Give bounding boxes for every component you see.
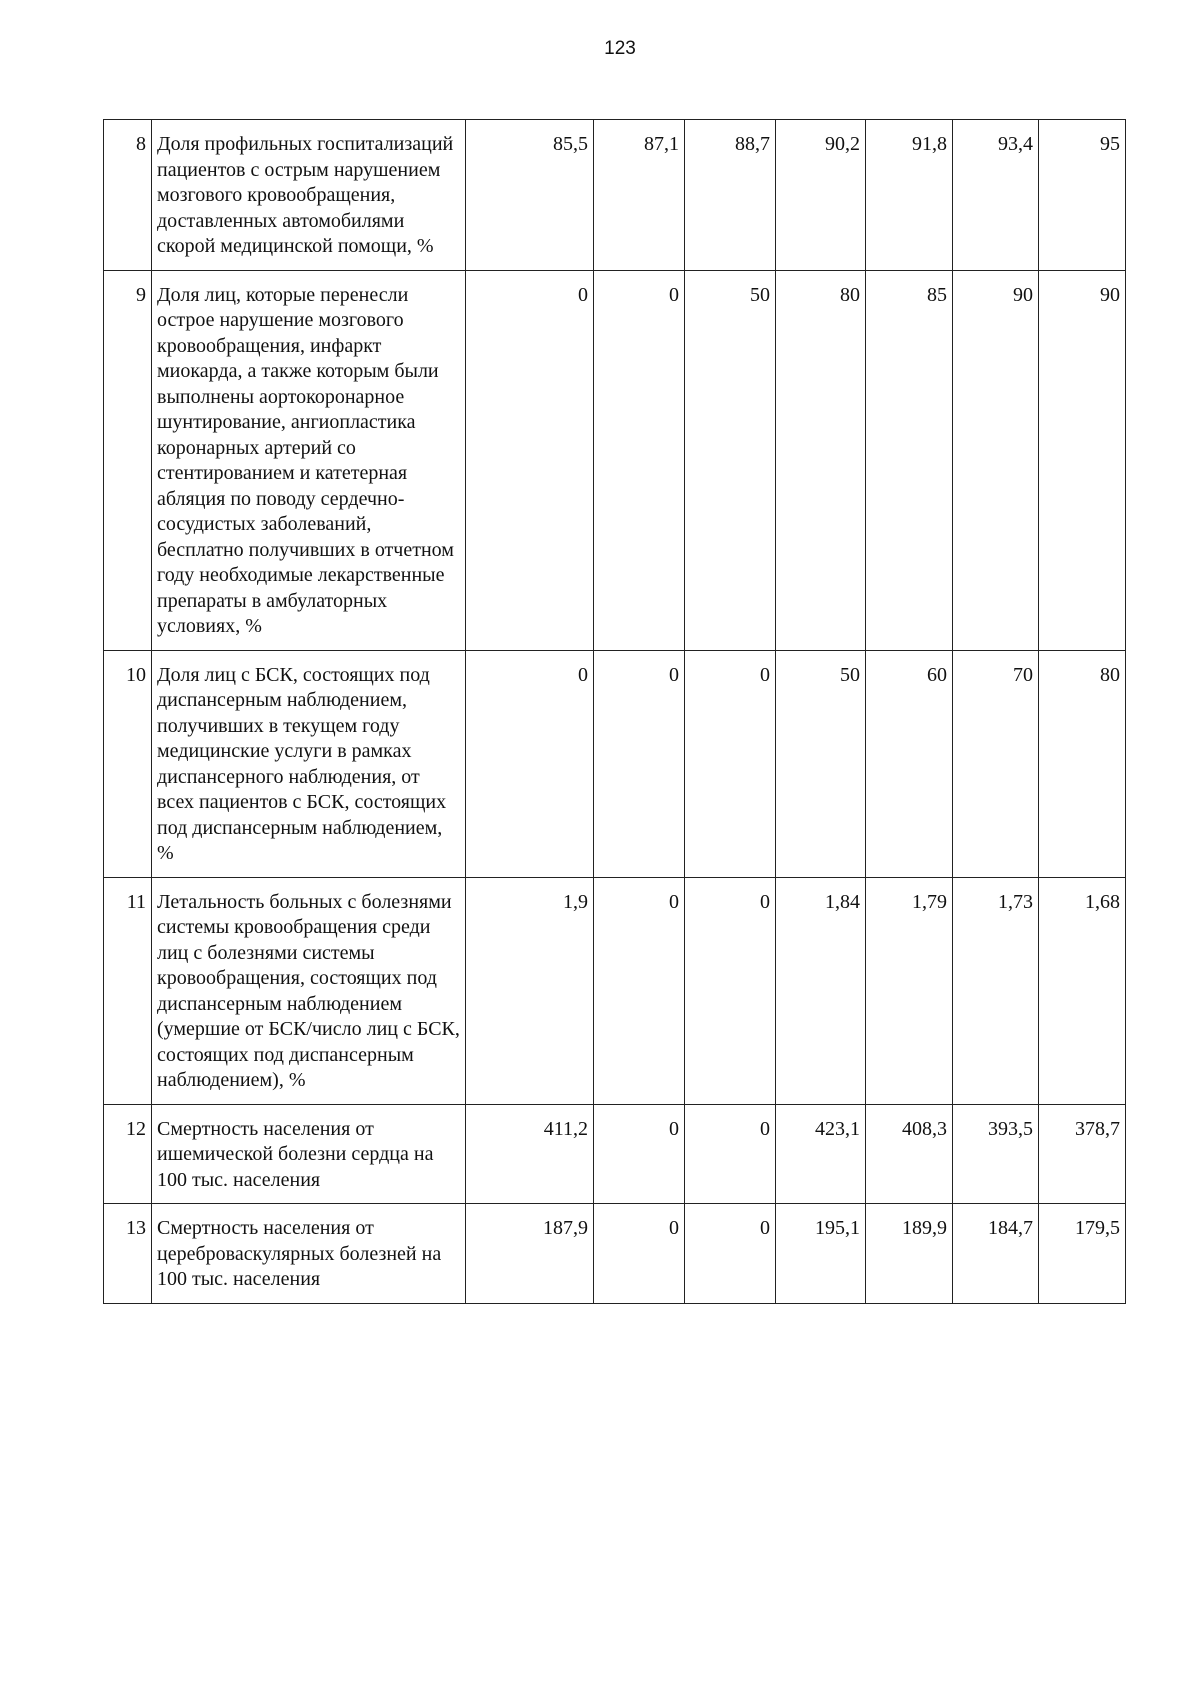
indicator-name: Доля лиц с БСК, состоящих под диспансерным наблюдением, получивших в текущем году медицинские услуги в рамках диспансерного наблюдения, от всех пациентов с БСК, состоящих под диспансерным наблюдением, % — [152, 650, 466, 877]
table-row — [104, 120, 1126, 271]
row-number: 11 — [104, 877, 152, 1104]
indicator-name: Доля профильных госпитализаций пациентов с острым нарушением мозгового кровообращения, доставленных автомобилями скорой медицинской помощи, % — [152, 120, 466, 271]
value-cell: 95 — [1039, 120, 1126, 271]
table-row — [104, 650, 1126, 877]
value-cell: 1,79 — [866, 877, 953, 1104]
value-cell: 1,84 — [776, 877, 866, 1104]
value-cell: 0 — [685, 650, 776, 877]
table-row — [104, 1204, 1126, 1304]
value-cell: 91,8 — [866, 120, 953, 271]
value-cell: 1,9 — [466, 877, 594, 1104]
value-cell: 60 — [866, 650, 953, 877]
row-number: 9 — [104, 270, 152, 650]
value-cell: 189,9 — [866, 1204, 953, 1304]
value-cell: 179,5 — [1039, 1204, 1126, 1304]
indicator-name: Доля лиц, которые перенесли острое нарушение мозгового кровообращения, инфаркт миокарда, а также которым были выполнены аортокоронарное шунтирование, ангиопластика коронарных артерий со стентированием и катетерная абляция по поводу сердечно-сосудистых заболеваний, бесплатно получивших в отчетном году необходимые лекарственные препараты в амбулаторных условиях, % — [152, 270, 466, 650]
value-cell: 85,5 — [466, 120, 594, 271]
value-cell: 411,2 — [466, 1104, 594, 1204]
indicator-name: Смертность населения от цереброваскулярных болезней на 100 тыс. населения — [152, 1204, 466, 1304]
value-cell: 0 — [594, 1104, 685, 1204]
value-cell: 80 — [776, 270, 866, 650]
value-cell: 93,4 — [953, 120, 1039, 271]
table-body — [104, 120, 1126, 1304]
value-cell: 50 — [685, 270, 776, 650]
value-cell: 90,2 — [776, 120, 866, 271]
value-cell: 0 — [685, 877, 776, 1104]
value-cell: 187,9 — [466, 1204, 594, 1304]
value-cell: 195,1 — [776, 1204, 866, 1304]
value-cell: 0 — [466, 650, 594, 877]
value-cell: 0 — [685, 1104, 776, 1204]
value-cell: 50 — [776, 650, 866, 877]
indicator-name: Летальность больных с болезнями системы кровообращения среди лиц с болезнями системы кровообращения, состоящих под диспансерным наблюдением (умершие от БСК/число лиц с БСК, состоящих под диспансерным наблюдением), % — [152, 877, 466, 1104]
page-number: 123 — [604, 38, 636, 59]
row-number: 13 — [104, 1204, 152, 1304]
indicator-name: Смертность населения от ишемической болезни сердца на 100 тыс. населения — [152, 1104, 466, 1204]
value-cell: 90 — [953, 270, 1039, 650]
table-row — [104, 1104, 1126, 1204]
value-cell: 1,73 — [953, 877, 1039, 1104]
value-cell: 378,7 — [1039, 1104, 1126, 1204]
table-row — [104, 270, 1126, 650]
value-cell: 423,1 — [776, 1104, 866, 1204]
row-number: 8 — [104, 120, 152, 271]
value-cell: 90 — [1039, 270, 1126, 650]
value-cell: 393,5 — [953, 1104, 1039, 1204]
value-cell: 0 — [594, 270, 685, 650]
row-number: 10 — [104, 650, 152, 877]
row-number: 12 — [104, 1104, 152, 1204]
value-cell: 0 — [466, 270, 594, 650]
indicators-table — [103, 119, 1126, 1304]
value-cell: 0 — [594, 1204, 685, 1304]
value-cell: 70 — [953, 650, 1039, 877]
value-cell: 0 — [594, 650, 685, 877]
value-cell: 87,1 — [594, 120, 685, 271]
value-cell: 0 — [685, 1204, 776, 1304]
table-row — [104, 877, 1126, 1104]
value-cell: 80 — [1039, 650, 1126, 877]
value-cell: 85 — [866, 270, 953, 650]
value-cell: 0 — [594, 877, 685, 1104]
value-cell: 184,7 — [953, 1204, 1039, 1304]
value-cell: 88,7 — [685, 120, 776, 271]
value-cell: 1,68 — [1039, 877, 1126, 1104]
value-cell: 408,3 — [866, 1104, 953, 1204]
